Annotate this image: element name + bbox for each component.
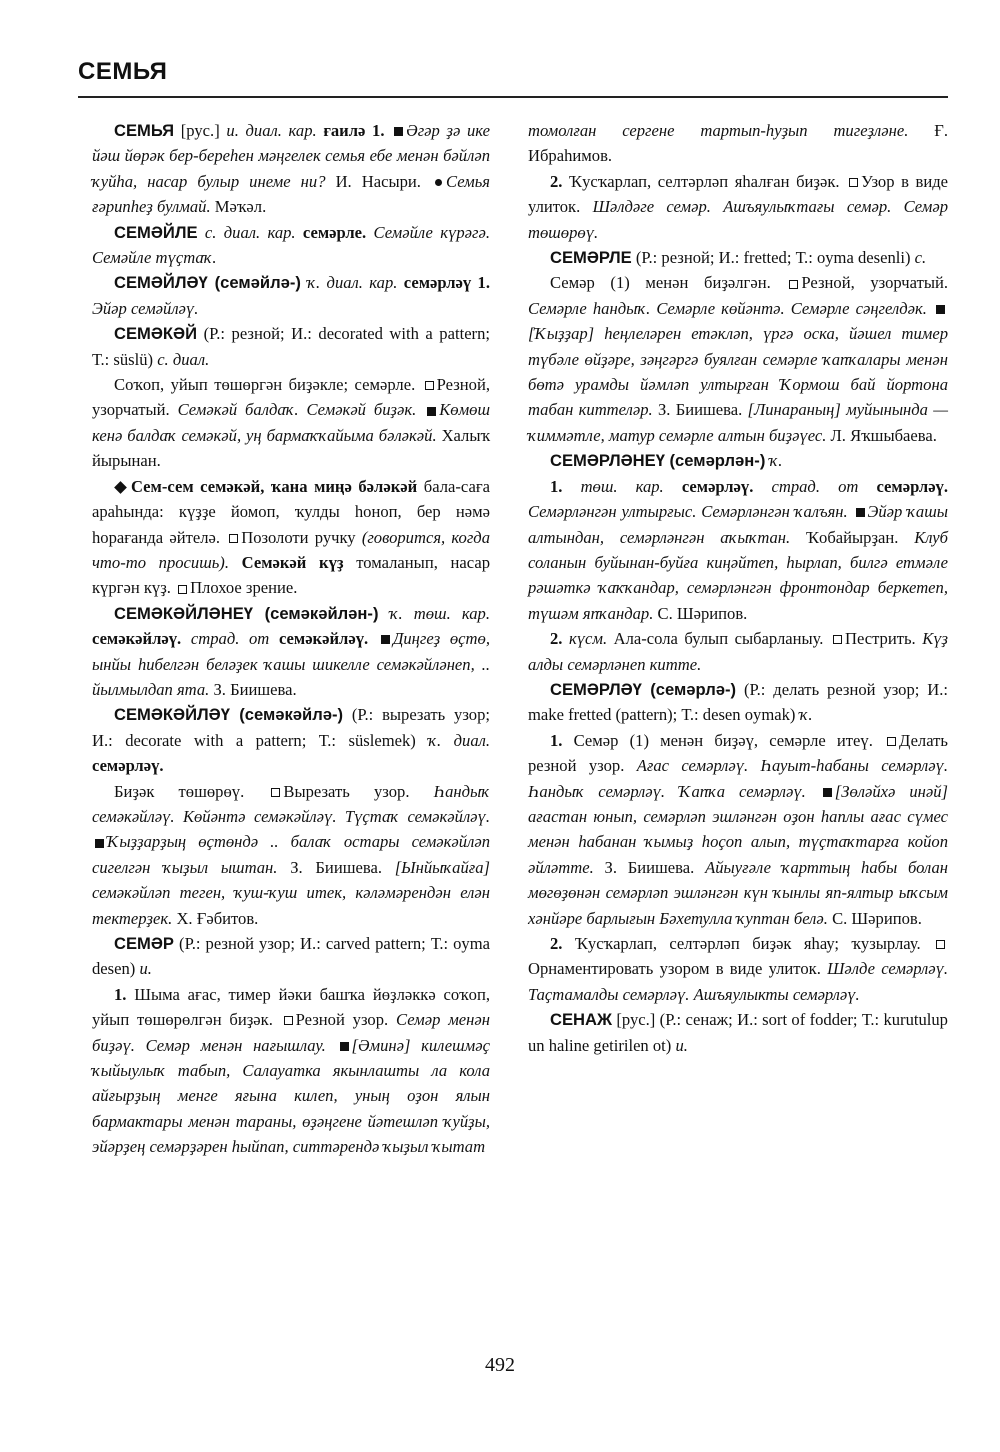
entry-senazh: СЕНАЖ [рус.] (Р.: сенаж; И.: sort of fodder; Т.: kurutulup un haline getirilen ot) и. — [528, 1010, 948, 1055]
entry-semar-continued: томолған сергене тартып-һуҙып тигеҙләне. Ғ. Ибраһимов. — [528, 121, 948, 166]
entry-semakay-phrase: Сем-сем семәкәй, ҡана миңә бәләкәй бала-саға араһында: күҙҙе йомоп, ҡулды һоноп, бер нәмә һорағанда әйтелә. Позолоти ручку (говорится, когда что-то просишь). Семәкәй күҙ томаланып, насар күргән күҙ. Плохое зрение. — [92, 476, 491, 598]
header-rule — [78, 96, 948, 98]
black-square-icon — [936, 305, 945, 314]
white-square-icon — [887, 737, 896, 746]
entry-semarlaneu-sense2: 2. күсм. Ала-сола булып сыбарланыу. Пестрить. Күҙ алды семәрләнеп китте. — [528, 629, 949, 674]
entry-semar-sense2: 2. Ҡусҡарлап, селтәрләп яһалған биҙәк. Узор в виде улиток. Шәлдәге семәр. Ашъяулыҡтағы семәр. Семәр төшөрөү. — [528, 171, 949, 242]
white-square-icon — [229, 534, 238, 543]
black-square-icon — [394, 127, 403, 136]
right-column — [528, 118, 948, 1058]
entry-semakaylau: СЕМӘКӘЙЛӘҮ (семәкәйлә-) (Р.: вырезать узор; И.: decorate with a pattern; Т.: süslemek) ҡ. диал. семәрләү. — [92, 705, 491, 776]
entry-semarlau-sense1: 1. Семәр (1) менән биҙәү, семәрле итеү. Делать резной узор. Ағас семәрләү. Һауыт-һабаны семәрләү. Һандыҡ семәрләү. Ҡапҡа семәрләү. [Зөләйхә инәй] ағастан юнып, семәрләп эшләнгән оҙон һаплы ағас сүмес менән һабанан ҡымыҙ һоҫоп алып, түҫтаҡтарға койоп әйләтте. З. Биишева. Айыуғәле ҡарттың һабы болан мөгөҙөнән семәрләп эшләнгән күн ҡынлы яп-ялтыр ыҡсым хәнйәре барлығын Бәхетулла ҡуптан белә. С. Шәрипов. — [528, 730, 949, 928]
entry-semarle-def: Семәр (1) менән биҙәлгән. Резной, узорчатый. Семәрле һандыҡ. Семәрле көйәнтә. Семәрле сәңгелдәк. [Ҡыҙҙар] һеңлеләрен етәкләп, үргә оска, йәшел тимер түбәле өйҙәре, зәңгәргә буялған семәрле ҡапҡалары менән бөтә урамды йәмләп ултырған Ҡормош бай йортона табан киттеләр. З. Биишева. [Линараның] муйынында — ҡиммәтле, матур семәрле алтын биҙәүес. Л. Яҡшыбаева. — [528, 273, 949, 445]
running-header: СЕМЬЯ — [78, 58, 168, 85]
entry-semarlau-sense2: 2. Ҡусҡарлап, селтәрләп биҙәк яһау; ҡузырлау. Орнаментировать узором в виде улиток. Шәлде семәрләү. Таҫтамалды семәрләү. Ашъяулыкты семәрләү. — [528, 934, 949, 1004]
left-column — [92, 118, 490, 1160]
black-square-icon — [823, 788, 832, 797]
entry-semya: СЕМЬЯ [рус.] и. диал. кар. ғаилә 1. Әгәр ҙә ике йәш йөрәк бер-береһен мәңгелек семья ебе менән бәйләп ҡуйһа, насар булыр инеме ни? И. Насыри. Семья ғәрипһеҙ булмай. Мәҡәл. — [92, 121, 491, 217]
headword: СЕМӘКӘЙ — [114, 324, 198, 344]
black-square-icon — [856, 508, 865, 517]
headword: СЕМӘКӘЙЛӘНЕҮ (семәкәйлән-) — [114, 603, 379, 623]
entry-semayle: СЕМӘЙЛЕ с. диал. кар. семәрле. Семәйле күрәгә. Семәйле түҫтаҡ. — [92, 222, 490, 268]
white-square-icon — [936, 940, 945, 949]
entry-semarlau: СЕМӘРЛӘҮ (семәрлә-) (Р.: делать резной узор; И.: make fretted (pattern); Т.: desen oymak) ҡ. — [528, 679, 948, 725]
entry-semakaylaneu: СЕМӘКӘЙЛӘНЕҮ (семәкәйлән-) ҡ. төш. кар. семәкәйләү. страд. от семәкәйләү. Диңгеҙ өҫтө, ынйы һибелгән беләҙек ҡашы шикелле семәкәйләнеп, .. йылмылдап ята. З. Биишева. — [92, 603, 490, 699]
entry-semakay: СЕМӘКӘЙ (Р.: резной; И.: decorated with a pattern; Т.: süslü) с. диал. — [92, 324, 490, 369]
headword: СЕМӘЙЛЕ — [114, 222, 198, 242]
headword: СЕМӘРЛЕ — [550, 248, 632, 268]
white-square-icon — [789, 280, 798, 289]
white-square-icon — [271, 788, 280, 797]
black-square-icon — [381, 635, 390, 644]
headword: СЕМӘКӘЙЛӘҮ (семәкәйлә-) — [114, 705, 344, 725]
white-square-icon — [284, 1016, 293, 1025]
entry-semakay-def: Соҡоп, уйып төшөргән биҙәкле; семәрле. Резной, узорчатый. Семәкәй балдаҡ. Семәкәй биҙәк. Көмөш кенә балдаҡ семәкәй, уң бармаҡҡайыма бәләкәй. Халыҡ йырынан. — [92, 375, 490, 471]
headword: СЕМӘР — [114, 934, 174, 953]
entry-semakaylau-def: Биҙәк төшөрөү. Вырезать узор. Һандыҡ семәкәйләү. Көйәнтә семәкәйләү. Түҫтаҡ семәкәйләү. Ҡыҙҙарҙың өҫтөндә .. балаҡ остары семәкәйләп сигелгән ҡыҙыл ыштан. З. Биишева. [Ынйыҡайға] семәкәйләп теген, ҡуш-ҡуш итек, кәләмәрендән елән тектерҙек. Х. Ғәбитов. — [92, 781, 490, 928]
headword: СЕМӘЙЛӘҮ (семәйлә-) — [114, 273, 301, 293]
entry-semarle: СЕМӘРЛЕ (Р.: резной; И.: fretted; Т.: oyma desenli) с. — [550, 248, 927, 268]
entry-semarlaneu-sense1: 1. төш. кар. семәрләү. страд. от семәрләү. Семәрләнгән ултырғыс. Семәрләнгән ҡалъян. Эйәр ҡашы алтындан, семәрләнгән аҡыҡтан. Ҡобайырҙан. Клуб соланын буйынан-буйға киңәйтеп, һырлап, билгә етмәле рәшәткә ҡаҡҡандар, семәрләнгән фронтондар беркетеп, түшәм япҡандар. С. Шәрипов. — [528, 476, 949, 623]
headword: СЕМӘРЛӘҮ (семәрлә-) — [550, 679, 737, 699]
black-square-icon — [95, 839, 104, 848]
white-square-icon — [178, 585, 187, 594]
black-square-icon — [427, 407, 436, 416]
entry-semaylau: СЕМӘЙЛӘҮ (семәйлә-) ҡ. диал. кар. семәрләү 1. Эйәр семәйләү. — [92, 273, 490, 318]
entry-semar: СЕМӘР (Р.: резной узор; И.: carved pattern; Т.: oyma desen) и. — [92, 934, 490, 979]
headword: СЕМЬЯ — [114, 121, 175, 140]
entry-semar-sense1: 1. Шыма ағас, тимер йәки башҡа йөҙләккә соҡоп, уйып төшөрөлгән биҙәк. Резной узор. Семәр менән биҙәү. Семәр менән нағышлау. [Әминә] килешмәҫ ҡыйыулыҡ табып, Салауатка якынлашты ла кола айғырҙың менге яғына килеп, уның оҙон ялын бармактары менән тараны, өҙәңгене йәтешләп ҡуйҙы, эйәрҙең семәрҙәрен һыйпап, ситтәрендә ҡыҙыл ҡытат — [92, 984, 491, 1157]
white-square-icon — [833, 635, 842, 644]
white-square-icon — [849, 178, 858, 187]
black-square-icon — [340, 1042, 349, 1051]
headword: СЕМӘРЛӘНЕҮ (семәрлән-) — [550, 451, 766, 471]
white-square-icon — [425, 381, 434, 390]
page-number: 492 — [485, 1354, 515, 1376]
bullet-dot-icon — [435, 179, 442, 186]
headword: СЕНАЖ — [550, 1010, 613, 1030]
entry-semarlaneu: СЕМӘРЛӘНЕҮ (семәрлән-) ҡ. — [550, 451, 783, 471]
diamond-icon — [114, 481, 127, 494]
